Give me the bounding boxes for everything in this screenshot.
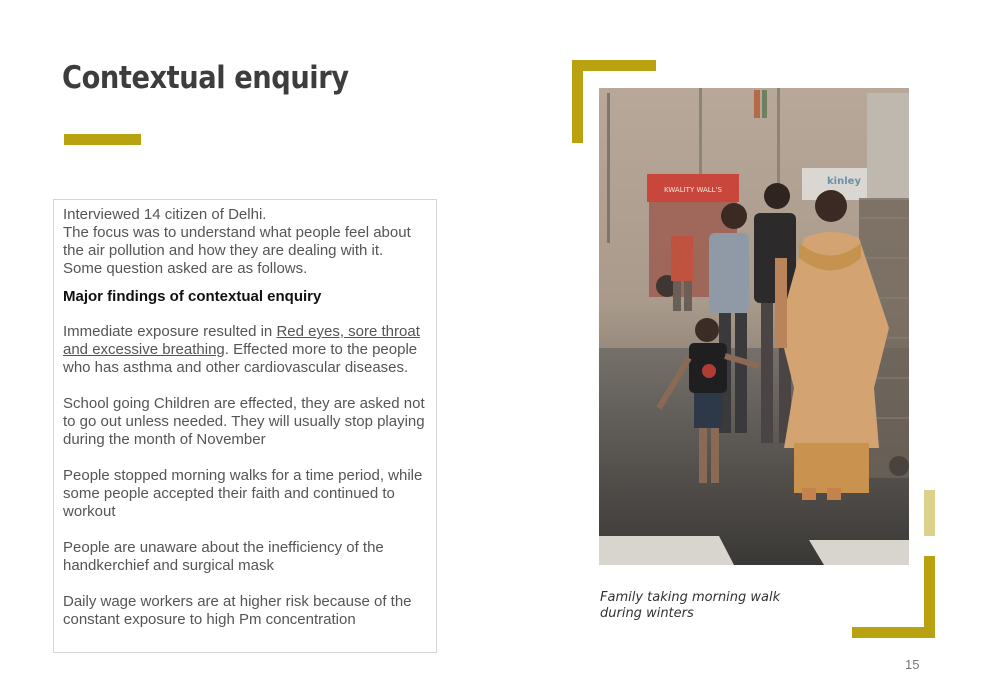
intro-line-2: The focus was to understand what people feel about the air pollution and how they are dealing with it. (63, 224, 411, 259)
caption-line-2: during winters (600, 606, 694, 621)
street-photo (599, 88, 909, 565)
frame-corner-bottom-right-vertical (924, 556, 935, 638)
finding-item-5: Daily wage workers are at higher risk because of the constant exposure to high Pm concentration (63, 593, 412, 628)
intro-line-3: Some question asked are as follows. (63, 260, 308, 277)
photo-caption (600, 590, 820, 622)
finding-item-4: People are unaware about the inefficiency of the handkerchief and surgical mask (63, 539, 384, 574)
frame-small-accent (924, 490, 935, 536)
finding-item-1 (63, 323, 427, 377)
finding-1-text-before: Immediate exposure resulted in (63, 323, 277, 340)
caption-line-1: Family taking morning walk (600, 590, 781, 605)
title-underline-bar (64, 134, 141, 145)
frame-corner-bottom-right-horizontal (852, 627, 935, 638)
cart-sign-text: KWALITY WALL'S (664, 186, 722, 194)
finding-item-3: People stopped morning walks for a time period, while some people accepted their faith and continued to workout (63, 467, 423, 520)
page-title: Contextual enquiry (62, 60, 349, 96)
frame-corner-top-left-vertical (572, 60, 583, 143)
finding-1-underlined-text: Red eyes, sore throat and excessive breathing (63, 323, 420, 358)
truck-sign-text: kinley (827, 176, 861, 187)
intro-line-1: Interviewed 14 citizen of Delhi. (63, 206, 267, 223)
intro-paragraph (63, 206, 427, 278)
finding-item-2: School going Children are effected, they are asked not to go out unless needed. They will usually stop playing during the month of November (63, 395, 425, 448)
page-number: 15 (905, 657, 920, 672)
findings-heading: Major findings of contextual enquiry (63, 288, 322, 305)
findings-text-box (53, 199, 437, 653)
finding-1-text-after: . Effected more to the people who has asthma and other cardiovascular diseases. (63, 341, 418, 376)
frame-corner-top-left-horizontal (572, 60, 656, 71)
